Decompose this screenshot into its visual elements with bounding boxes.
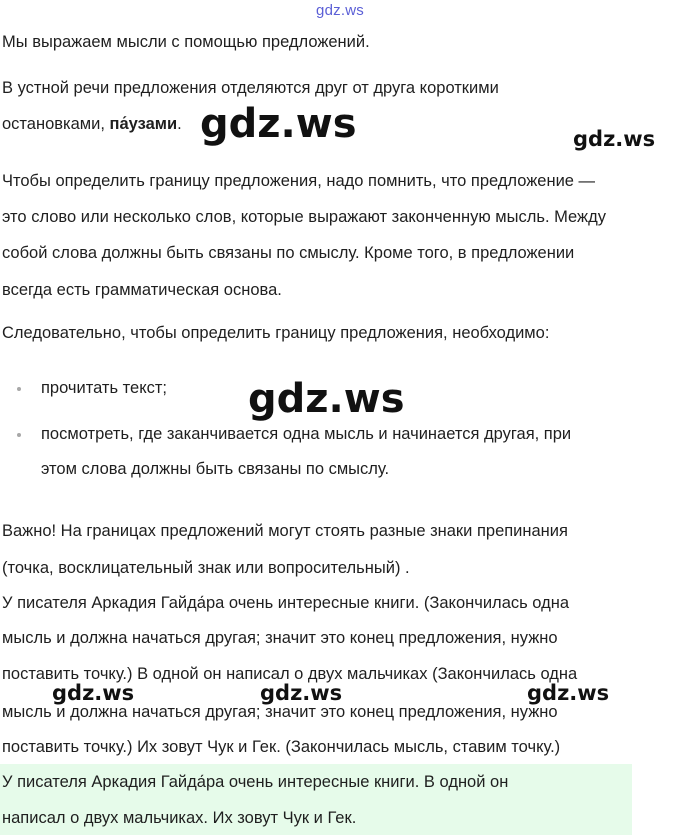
- paragraph-oral-speech-line2: [2, 115, 182, 134]
- important-note-line2: (точка, восклицательный знак или вопросительный) .: [2, 559, 410, 577]
- paragraph-therefore: Следовательно, чтобы определить границу предложения, необходимо:: [2, 324, 550, 342]
- list-bullet: [17, 433, 21, 437]
- paragraph-boundary-line4: всегда есть грамматическая основа.: [2, 281, 282, 299]
- paragraph-oral-speech-line1: В устной речи предложения отделяются друг от друга короткими: [2, 79, 499, 97]
- list-bullet: [17, 387, 21, 391]
- example-line3: поставить точку.) В одной он написал о двух мальчиках (Закончилась одна: [2, 665, 578, 683]
- important-note-line1: Важно! На границах предложений могут стоять разные знаки препинания: [2, 522, 568, 540]
- text-end: .: [177, 115, 182, 133]
- example-line4: мысль и должна начаться другая; значит это конец предложения, нужно: [2, 703, 558, 721]
- answer-line1: У писателя Аркадия Гайда́ра очень интересные книги. В одной он: [2, 773, 509, 791]
- text-start: остановками,: [2, 115, 110, 133]
- watermark-bottom-center: gdz.ws: [260, 681, 343, 705]
- watermark-bottom-left: gdz.ws: [52, 681, 135, 705]
- watermark-large: gdz.ws: [200, 101, 357, 147]
- list-item-look-line1: посмотреть, где заканчивается одна мысль и начинается другая, при: [41, 425, 572, 443]
- watermark-large-center: gdz.ws: [248, 376, 405, 422]
- paragraph-intro: Мы выражаем мысли с помощью предложений.: [2, 33, 370, 51]
- paragraph-boundary-line1: Чтобы определить границу предложения, надо помнить, что предложение —: [2, 172, 596, 190]
- list-item-look-line2: этом слова должны быть связаны по смыслу.: [41, 460, 390, 478]
- watermark-top: gdz.ws: [316, 2, 364, 19]
- paragraph-boundary-line2: это слово или несколько слов, которые выражают законченную мысль. Между: [2, 208, 606, 226]
- watermark-right: gdz.ws: [573, 127, 656, 151]
- answer-line2: написал о двух мальчиках. Их зовут Чук и Гек.: [2, 809, 357, 827]
- example-line5: поставить точку.) Их зовут Чук и Гек. (Закончилась мысль, ставим точку.): [2, 738, 561, 756]
- example-line2: мысль и должна начаться другая; значит это конец предложения, нужно: [2, 629, 558, 647]
- term-pauses: па́узами: [109, 115, 178, 133]
- list-item-read-text: прочитать текст;: [41, 379, 168, 397]
- watermark-bottom-right: gdz.ws: [527, 681, 610, 705]
- example-line1: У писателя Аркадия Гайда́ра очень интересные книги. (Закончилась одна: [2, 594, 570, 612]
- paragraph-boundary-line3: собой слова должны быть связаны по смыслу. Кроме того, в предложении: [2, 244, 575, 262]
